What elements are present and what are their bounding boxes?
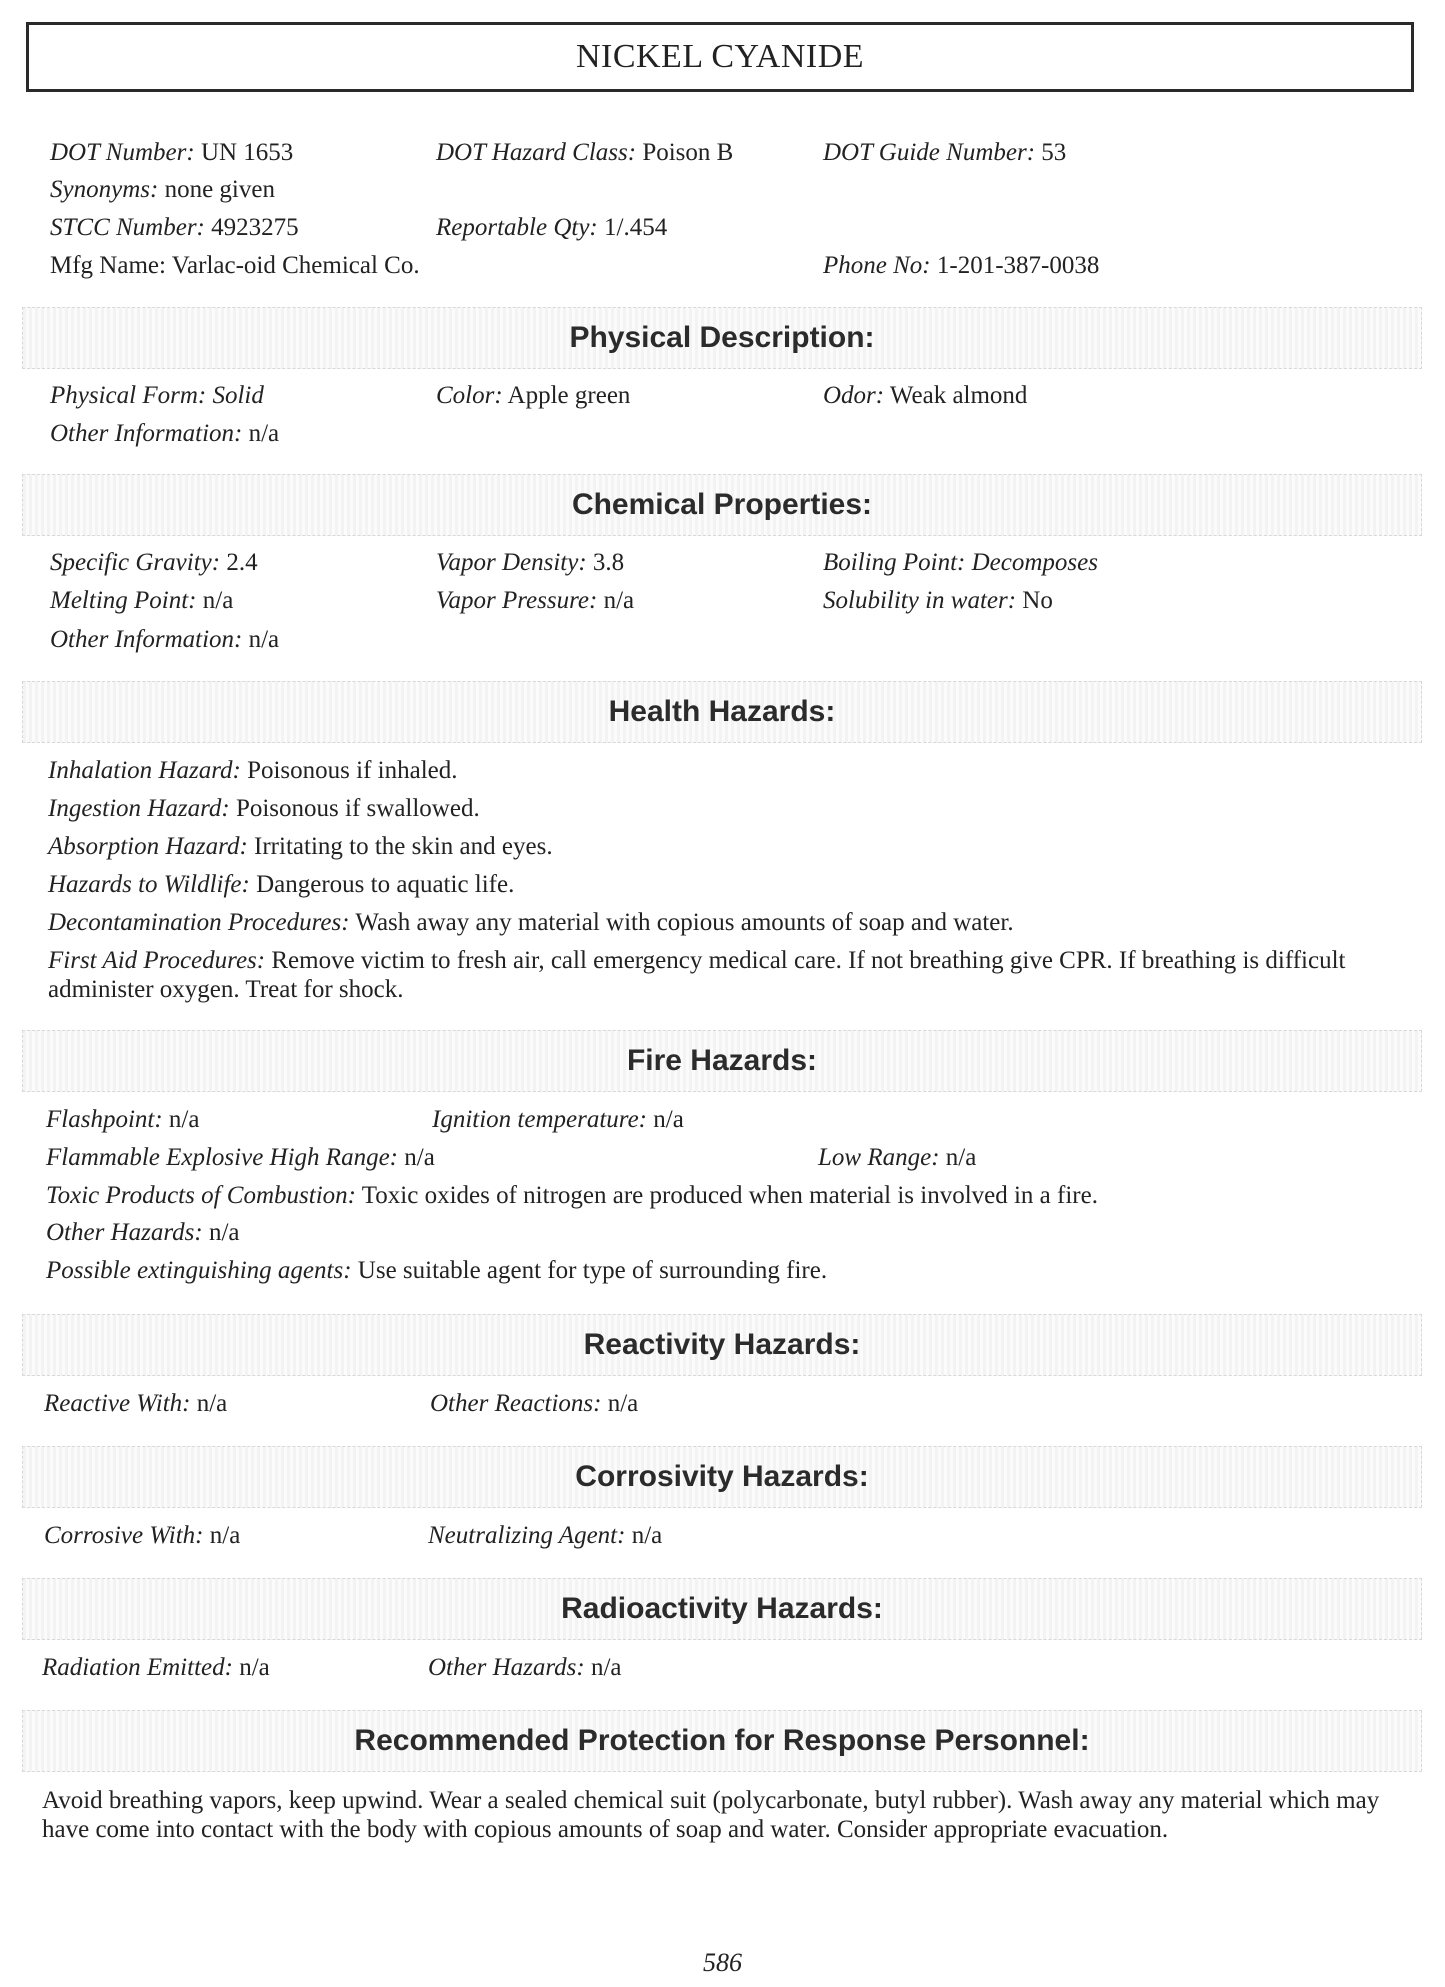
- corrosivity-hazards-heading: Corrosivity Hazards:: [22, 1446, 1422, 1508]
- stcc-number-field: STCC Number: 4923275: [50, 214, 299, 241]
- reactive-with-field: Reactive With: n/a: [44, 1390, 228, 1417]
- protection-heading: Recommended Protection for Response Personnel:: [22, 1710, 1422, 1772]
- mfg-name-field: Mfg Name: Varlac-oid Chemical Co.: [50, 252, 420, 279]
- vapor-density-field: Vapor Density: 3.8: [436, 549, 625, 576]
- chemical-other-info-field: Other Information: n/a: [50, 626, 280, 653]
- reactivity-hazards-heading: Reactivity Hazards:: [22, 1314, 1422, 1376]
- dot-hazard-class-field: DOT Hazard Class: Poison B: [436, 139, 734, 166]
- page-number: 586: [703, 1948, 742, 1977]
- high-range-field: Flammable Explosive High Range: n/a: [46, 1144, 435, 1171]
- radiation-emitted-field: Radiation Emitted: n/a: [42, 1654, 270, 1681]
- health-hazards-heading: Health Hazards:: [22, 681, 1422, 743]
- odor-field: Odor: Weak almond: [823, 382, 1028, 409]
- synonyms-field: Synonyms: none given: [50, 176, 275, 203]
- radioactivity-hazards-heading: Radioactivity Hazards:: [22, 1578, 1422, 1640]
- vapor-pressure-field: Vapor Pressure: n/a: [436, 587, 635, 614]
- specific-gravity-field: Specific Gravity: 2.4: [50, 549, 258, 576]
- physical-other-info-field: Other Information: n/a: [50, 420, 280, 447]
- radioactivity-other-hazards-field: Other Hazards: n/a: [428, 1654, 622, 1681]
- melting-point-field: Melting Point: n/a: [50, 587, 234, 614]
- solubility-field: Solubility in water: No: [823, 587, 1053, 614]
- physical-description-heading: Physical Description:: [22, 307, 1422, 369]
- reportable-qty-field: Reportable Qty: 1/.454: [436, 214, 668, 241]
- absorption-hazard-field: Absorption Hazard: Irritating to the skin and eyes.: [48, 833, 553, 860]
- page-title: NICKEL CYANIDE: [575, 38, 865, 75]
- dot-guide-number-field: DOT Guide Number: 53: [823, 139, 1067, 166]
- other-reactions-field: Other Reactions: n/a: [430, 1390, 639, 1417]
- extinguishing-agents-field: Possible extinguishing agents: Use suitable agent for type of surrounding fire.: [46, 1257, 828, 1284]
- protection-text: Avoid breathing vapors, keep upwind. Wear a sealed chemical suit (polycarbonate, butyl rubber). Wash away any material which may have come into contact with the body with copious amounts of soap and water. Consider appropriate evacuation.: [42, 1787, 1380, 1843]
- neutralizing-agent-field: Neutralizing Agent: n/a: [428, 1522, 663, 1549]
- fire-hazards-heading: Fire Hazards:: [22, 1030, 1422, 1092]
- boiling-point-field: Boiling Point: Decomposes: [823, 549, 1098, 576]
- inhalation-hazard-field: Inhalation Hazard: Poisonous if inhaled.: [48, 757, 458, 784]
- ignition-temperature-field: Ignition temperature: n/a: [432, 1106, 684, 1133]
- dot-number-field: DOT Number: UN 1653: [50, 139, 294, 166]
- toxic-products-field: Toxic Products of Combustion: Toxic oxides of nitrogen are produced when material is involved in a fire.: [46, 1182, 1098, 1209]
- physical-form-field: Physical Form: Solid: [50, 382, 264, 409]
- chemical-properties-heading: Chemical Properties:: [22, 474, 1422, 536]
- color-field: Color: Apple green: [436, 382, 631, 409]
- flashpoint-field: Flashpoint: n/a: [46, 1106, 200, 1133]
- title-box: [26, 22, 1414, 92]
- corrosive-with-field: Corrosive With: n/a: [44, 1522, 241, 1549]
- wildlife-hazard-field: Hazards to Wildlife: Dangerous to aquatic life.: [48, 871, 515, 898]
- decontamination-field: Decontamination Procedures: Wash away any material with copious amounts of soap and water.: [48, 909, 1014, 936]
- first-aid-field: First Aid Procedures: Remove victim to fresh air, call emergency medical care. If not breathing give CPR. If breathing is difficult administer oxygen. Treat for shock.: [48, 947, 1346, 1003]
- phone-number-field: Phone No: 1-201-387-0038: [823, 252, 1100, 279]
- low-range-field: Low Range: n/a: [818, 1144, 977, 1171]
- ingestion-hazard-field: Ingestion Hazard: Poisonous if swallowed.: [48, 795, 480, 822]
- other-fire-hazards-field: Other Hazards: n/a: [46, 1219, 240, 1246]
